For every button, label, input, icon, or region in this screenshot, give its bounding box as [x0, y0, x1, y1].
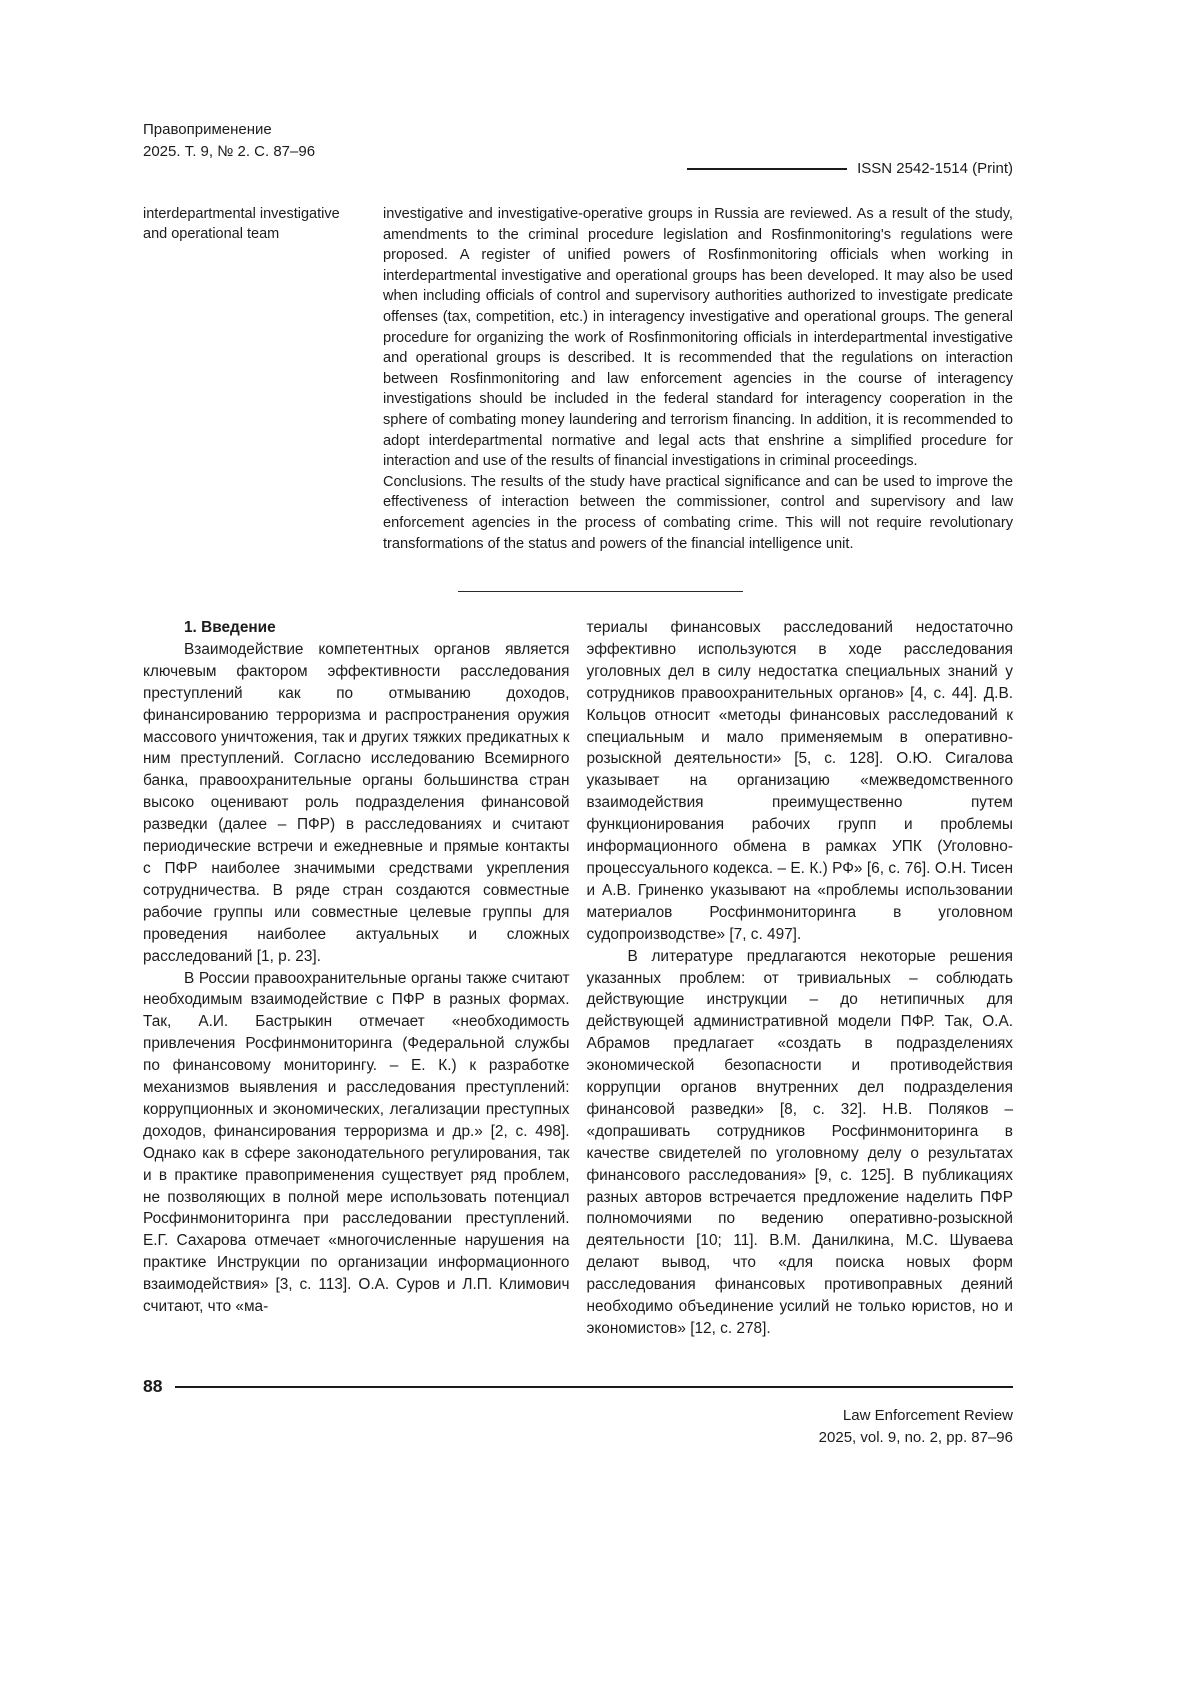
article-body [143, 617, 1013, 1340]
abstract-paragraph: investigative and investigative-operative groups in Russia are reviewed. As a result of the study, amendments to the criminal procedure legislation and Rosfinmonitoring's regulations were proposed. A register of unified powers of Rosfinmonitoring officials when working in interdepartmental investigative and operational groups has been developed. It may also be used when including officials of control and supervisory authorities authorized to investigate predicate offenses (tax, competition, etc.) in interagency investigative and operational groups. The general procedure for organizing the work of Rosfinmonitoring officials in interdepartmental investigative and operational groups is described. It is recommended that the regulations on interaction between Rosfinmonitoring and law enforcement agencies in the course of interagency investigations should be included in the federal standard for interagency cooperation in the sphere of combating money laundering and terrorism financing. In addition, it is recommended to adopt interdepartmental normative and legal acts that enshrine a simplified procedure for interaction and use of the results of financial investigations in criminal proceedings. [383, 206, 1013, 470]
right-column [587, 617, 1014, 1340]
left-column [143, 617, 570, 1340]
journal-title-ru: Правоприменение [143, 121, 272, 138]
keywords-sidebar: interdepartmental investigative and operational team [143, 206, 340, 242]
section-heading-introduction: 1. Введение [184, 619, 276, 636]
issn-row [143, 160, 1013, 177]
journal-issue-ru: 2025. Т. 9, № 2. С. 87–96 [143, 143, 316, 160]
footer-rule [175, 1386, 1013, 1388]
page-number: 88 [143, 1376, 163, 1396]
body-paragraph: В литературе предлагаются некоторые решения указанных проблем: от тривиальных – соблюдать действующие инструкции – до нетипичных для действующей административной модели ПФР. Так, О.А. Абрамов предлагает «создать в подразделениях экономической безопасности и противодействия коррупции органов внутренних дел подразделения финансовой разведки» [8, с. 32]. Н.В. Поляков – «допрашивать сотрудников Росфинмониторинга в качестве свидетелей по уголовному делу о результатах финансового расследования» [9, с. 125]. В публикациях разных авторов встречается предложение наделить ПФР полномочиями по ведению оперативно-розыскной деятельности [10; 11]. В.М. Данилкина, М.С. Шуваева делают вывод, что «для поиска новых форм расследования финансовых противоправных деяний необходимо объединение усилий не только юристов, но и экономистов» [12, с. 278]. [586, 947, 1013, 1337]
body-paragraph: териалы финансовых расследований недостаточно эффективно используются в ходе расследования уголовных дел в силу недостатка специальных знаний у сотрудников правоохранительных органов» [4, с. 44]. Д.В. Кольцов относит «методы финансовых расследований к специальным и мало применяемым в оперативно-розыскной деятельности» [5, с. 128]. О.Ю. Сигалова указывает на организацию «межведомственного взаимодействия преимущественно путем функционирования рабочих групп и проблемы информационного обмена в рамках УПК (Уголовно-процессуального кодекса. – Е. К.) РФ» [6, с. 76]. О.Н. Тисен и А.В. Гриненко указывают на «проблемы использовании материалов Росфинмониторинга в уголовном судопроизводстве» [7, с. 497]. [586, 619, 1013, 943]
body-paragraph: Взаимодействие компетентных органов является ключевым фактором эффективности расследования преступлений как по отмыванию доходов, финансированию терроризма и распространения оружия массового уничтожения, так и других тяжких предикатных к ним преступлений. Согласно исследованию Всемирного банка, правоохранительные органы большинства стран высоко оценивают роль подразделения финансовой разведки (далее – ПФР) в расследованиях и считают периодические встречи и ежедневные и прямые контакты с ПФР наиболее значимыми средствами укрепления сотрудничества. В ряде стран создаются совместные рабочие группы или совместные целевые группы для проведения наиболее актуальных и сложных расследований [1, p. 23]. [143, 640, 570, 965]
divider-rule [458, 591, 743, 592]
body-paragraph: В России правоохранительные органы также считают необходимым взаимодействие с ПФР в разных формах. Так, А.И. Бастрыкин отмечает «необходимость привлечения Росфинмониторинга (Федеральной службы по финансовому мониторингу. – Е. К.) к разработке механизмов выявления и расследования преступлений: коррупционных и экономических, легализации преступных доходов, финансирования терроризма и др.» [2, с. 498]. Однако как в сфере законодательного регулирования, так и в практике правоприменения существует ряд проблем, не позволяющих в полной мере использовать потенциал Росфинмониторинга при расследовании преступлений. Е.Г. Сахарова отмечает «многочисленные нарушения на практике Инструкции по организации информационного взаимодействия» [3, с. 113]. О.А. Суров и Л.П. Климович считают, что «ма- [143, 969, 570, 1316]
footer-pageline [143, 1376, 1013, 1397]
journal-title-en: Law Enforcement Review [842, 1407, 1013, 1424]
abstract-section [143, 204, 1013, 554]
footer-journal-info [819, 1405, 1013, 1449]
abstract-conclusions-paragraph: Conclusions. The results of the study have practical significance and can be used to improve the effectiveness of interaction between the commissioner, control and supervisory and law enforcement agencies in the process of combating crime. This will not require revolutionary transformations of the status and powers of the financial intelligence unit. [383, 473, 1013, 552]
header-journal-info [143, 119, 315, 163]
issn-text: ISSN 2542-1514 (Print) [857, 160, 1013, 177]
abstract-text [383, 204, 1013, 554]
issn-rule [687, 168, 847, 170]
section-divider [0, 591, 1200, 592]
journal-issue-en: 2025, vol. 9, no. 2, pp. 87–96 [818, 1429, 1013, 1446]
